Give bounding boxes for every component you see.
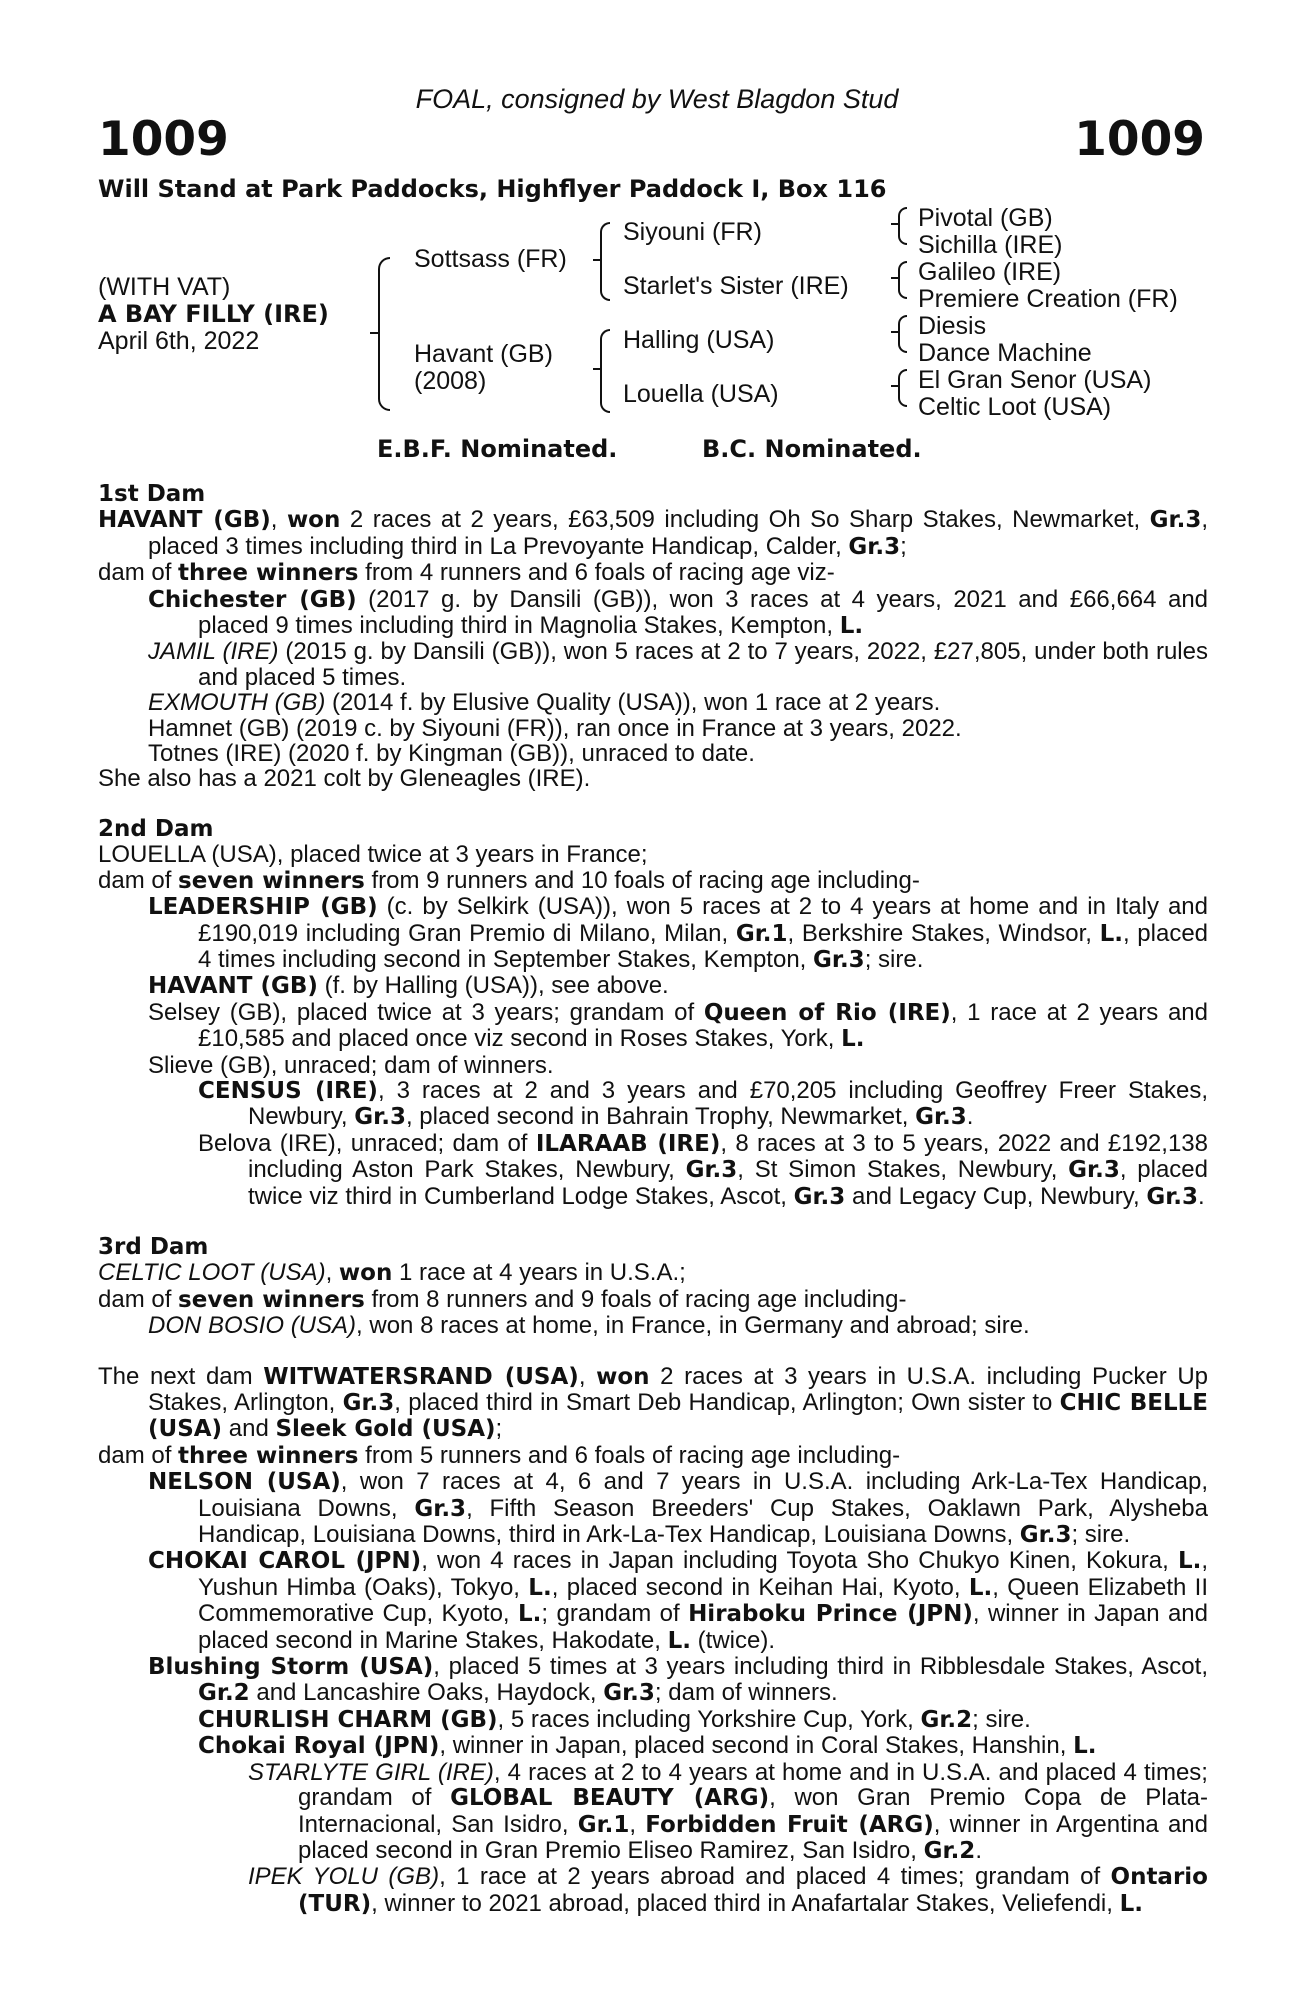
pedigree-dam-sire: Halling (USA): [623, 326, 775, 354]
horse-name: A BAY FILLY (IRE): [98, 300, 329, 328]
next-dam-produce-summary: dam of three winners from 5 runners and 6 foals of racing age including-: [98, 1441, 901, 1469]
first-dam-note: She also has a 2021 colt by Gleneagles (IRE).: [98, 765, 591, 793]
pedigree-g3: Galileo (IRE): [918, 258, 1062, 286]
grandchild-record: STARLYTE GIRL (IRE), 4 races at 2 to 4 years at home and in U.S.A. and placed 4 times; grandam of GLOBAL BEAUTY (ARG), won Gran Premio Copa de Plata-Internacional, San Isidro, Gr.1, Forbidden Fruit (ARG), winner in Argentina and placed second in Gran Premio Eliseo Ramirez, San Isidro, Gr.2.: [248, 1758, 1209, 1864]
lot-number-left: 1009: [98, 112, 229, 167]
brace-g1: [898, 207, 907, 245]
grandchild-record: CENSUS (IRE), 3 races at 2 and 3 years and £70,205 including Geoffrey Freer Stakes, Newbury, Gr.3, placed second in Bahrain Trophy, Newmarket, Gr.3.: [198, 1076, 1209, 1131]
second-dam-record: LOUELLA (USA), placed twice at 3 years in France;: [98, 841, 648, 869]
second-dam-produce-summary: dam of seven winners from 9 runners and 10 foals of racing age including-: [98, 866, 920, 894]
lot-number-right: 1009: [1074, 112, 1205, 167]
pedigree-dam-dam: Louella (USA): [623, 380, 779, 408]
brace-tip: [891, 223, 899, 225]
pedigree-sire-dam: Starlet's Sister (IRE): [623, 272, 849, 300]
third-dam-record: CELTIC LOOT (USA), won 1 race at 4 years in U.S.A.;: [98, 1259, 686, 1287]
brace-tip: [891, 385, 899, 387]
section-gap: [98, 1339, 1208, 1364]
ebf-nomination: E.B.F. Nominated.: [377, 435, 618, 463]
brace-tip: [593, 368, 601, 370]
stand-location: Will Stand at Park Paddocks, Highflyer Paddock I, Box 116: [98, 175, 887, 203]
first-dam-progeny: EXMOUTH (GB) (2014 f. by Elusive Quality (USA)), won 1 race at 2 years.: [148, 689, 941, 717]
first-dam-progeny: Hamnet (GB) (2019 c. by Siyouni (FR)), ran once in France at 3 years, 2022.: [148, 714, 962, 742]
pedigree-g1: Pivotal (GB): [918, 204, 1053, 232]
next-dam-record: The next dam WITWATERSRAND (USA), won 2 races at 3 years in U.S.A. including Pucker Up Stakes, Arlington, Gr.3, placed third in Smart Deb Handicap, Arlington; Own sister to CHIC BELLE (USA) and Sleek Gold (USA);: [98, 1362, 1208, 1443]
pedigree-g2: Sichilla (IRE): [918, 231, 1063, 259]
third-dam-progeny: DON BOSIO (USA), won 8 races at home, in France, in Germany and abroad; sire.: [148, 1312, 1030, 1340]
first-dam-progeny: JAMIL (IRE) (2015 g. by Dansili (GB)), won 5 races at 2 to 7 years, 2022, £27,805, under both rules and placed 5 times.: [148, 638, 1208, 691]
brace-tip: [370, 332, 378, 334]
pedigree-sire: Sottsass (FR): [414, 245, 567, 273]
third-dam-produce-summary: dam of seven winners from 8 runners and 9 foals of racing age including-: [98, 1285, 907, 1313]
section-gap: [98, 792, 1208, 817]
brace-tip: [891, 277, 899, 279]
pedigree-dam-year: (2008): [414, 367, 487, 395]
grandchild-record: Chokai Royal (JPN), winner in Japan, placed second in Coral Stakes, Hanshin, L.: [198, 1732, 1097, 1760]
first-dam-record: HAVANT (GB), won 2 races at 2 years, £63,509 including Oh So Sharp Stakes, Newmarket, Gr.3, placed 3 times including third in La Prevoyante Handicap, Calder, Gr.3;: [98, 506, 1209, 560]
pedigree-sire-sire: Siyouni (FR): [623, 218, 762, 246]
next-dam-progeny: CHOKAI CAROL (JPN), won 4 races in Japan including Toyota Sho Chukyo Kinen, Kokura, L., Yushun Himba (Oaks), Tokyo, L., placed second in Keihan Hai, Kyoto, L., Queen Elizabeth II Commemorative Cup, Kyoto, L.; grandam of Hiraboku Prince (JPN), winner in Japan and placed second in Marine Stakes, Hakodate, L. (twice).: [148, 1547, 1209, 1654]
pedigree-g7: El Gran Senor (USA): [918, 366, 1152, 394]
brace-dam-line: [600, 329, 610, 413]
second-dam-progeny: HAVANT (GB) (f. by Halling (USA)), see above.: [148, 972, 669, 1000]
bc-nomination: B.C. Nominated.: [702, 435, 922, 463]
brace-sire-line: [600, 222, 610, 301]
second-dam-progeny: Slieve (GB), unraced; dam of winners.: [148, 1051, 554, 1079]
next-dam-progeny: NELSON (USA), won 7 races at 4, 6 and 7 years in U.S.A. including Ark-La-Tex Handicap, Louisiana Downs, Gr.3, Fifth Season Breeders' Cup Stakes, Oaklawn Park, Alysheba Handicap, Louisiana Downs, third in Ark-La-Tex Handicap, Louisiana Downs, Gr.3; sire.: [148, 1468, 1208, 1549]
pedigree-g8: Celtic Loot (USA): [918, 393, 1112, 421]
first-dam-progeny: Chichester (GB) (2017 g. by Dansili (GB)), won 3 races at 4 years, 2021 and £66,664 and placed 9 times including third in Magnolia Stakes, Kempton, L.: [148, 585, 1209, 640]
brace-tip: [891, 331, 899, 333]
section-gap: [98, 1210, 1208, 1235]
grandchild-record: IPEK YOLU (GB), 1 race at 2 years abroad and placed 4 times; grandam of Ontario (TUR), winner to 2021 abroad, placed third in Anafartalar Stakes, Veliefendi, L.: [248, 1863, 1208, 1917]
vat-note: (WITH VAT): [98, 273, 231, 301]
next-dam-progeny: Blushing Storm (USA), placed 5 times at 3 years including third in Ribblesdale Stakes, Ascot, Gr.2 and Lancashire Oaks, Haydock, Gr.3; dam of winners.: [148, 1653, 1208, 1707]
pedigree-g6: Dance Machine: [918, 339, 1092, 367]
foaling-date: April 6th, 2022: [98, 327, 260, 355]
brace-sire-dam: [378, 257, 390, 411]
brace-g4: [898, 369, 907, 407]
second-dam-heading: 2nd Dam: [98, 815, 214, 842]
first-dam-produce-summary: dam of three winners from 4 runners and 6 foals of racing age viz-: [98, 559, 835, 587]
second-dam-progeny: LEADERSHIP (GB) (c. by Selkirk (USA)), won 5 races at 2 to 4 years at home and in Italy and £190,019 including Gran Premio di Milano, Milan, Gr.1, Berkshire Stakes, Windsor, L., placed 4 times including second in September Stakes, Kempton, Gr.3; sire.: [148, 893, 1209, 973]
grandchild-record: Belova (IRE), unraced; dam of ILARAAB (IRE), 8 races at 3 to 5 years, 2022 and £192,138 including Aston Park Stakes, Newbury, Gr.3, St Simon Stakes, Newbury, Gr.3, placed twice viz third in Cumberland Lodge Stakes, Ascot, Gr.3 and Legacy Cup, Newbury, Gr.3.: [198, 1129, 1209, 1210]
brace-tip: [593, 259, 601, 261]
consignor-line: FOAL, consigned by West Blagdon Stud: [415, 84, 899, 114]
third-dam-heading: 3rd Dam: [98, 1233, 209, 1260]
grandchild-record: CHURLISH CHARM (GB), 5 races including Yorkshire Cup, York, Gr.2; sire.: [198, 1705, 1031, 1733]
brace-g3: [898, 315, 907, 353]
first-dam-heading: 1st Dam: [98, 481, 206, 507]
pedigree-g5: Diesis: [918, 312, 987, 340]
brace-g2: [898, 261, 907, 299]
first-dam-progeny: Totnes (IRE) (2020 f. by Kingman (GB)), unraced to date.: [148, 740, 755, 768]
second-dam-progeny: Selsey (GB), placed twice at 3 years; grandam of Queen of Rio (IRE), 1 race at 2 years and £10,585 and placed once viz second in Roses Stakes, York, L.: [148, 998, 1208, 1053]
produce-record: [98, 482, 1208, 1917]
pedigree-dam: Havant (GB): [414, 340, 553, 368]
pedigree-g4: Premiere Creation (FR): [918, 285, 1178, 313]
